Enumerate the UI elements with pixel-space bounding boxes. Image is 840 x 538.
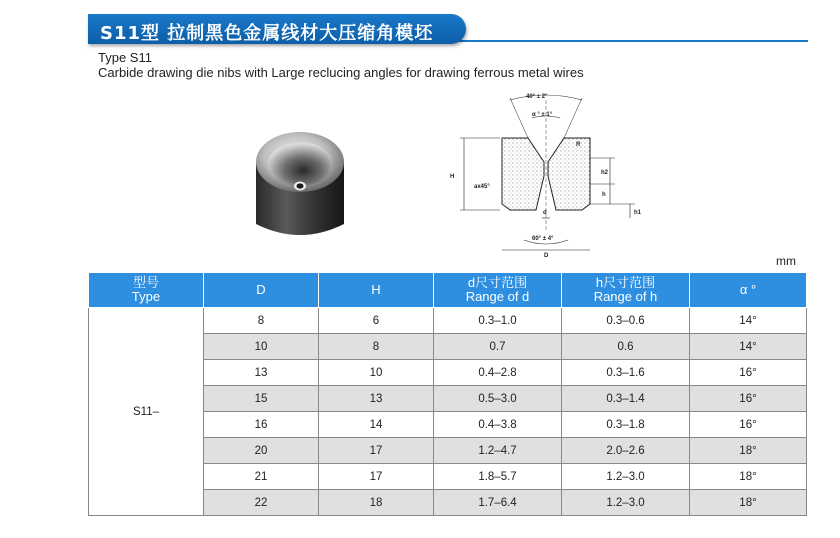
header-d-range: d尺寸范围 Range of d [434, 273, 562, 308]
cell-d-range: 1.8–5.7 [434, 464, 562, 490]
page-title: S11型 拉制黑色金属线材大压缩角模坯 [100, 23, 434, 44]
cell-alpha: 16° [690, 360, 807, 386]
dimension-h1-label: h1 [634, 210, 642, 216]
cell-D: 8 [204, 308, 319, 334]
cell-D: 10 [204, 334, 319, 360]
header-h-range: h尺寸范围 Range of h [562, 273, 690, 308]
cell-alpha: 18° [690, 490, 807, 516]
title-banner [88, 14, 466, 44]
subtitle-description: Carbide drawing die nibs with Large reclucing angles for drawing ferrous metal wires [98, 65, 584, 80]
subtitle-type: Type S11 [98, 50, 152, 65]
cell-D: 15 [204, 386, 319, 412]
cell-d-range: 1.2–4.7 [434, 438, 562, 464]
cell-H: 13 [319, 386, 434, 412]
cell-D: 16 [204, 412, 319, 438]
type-cell: S11– [89, 308, 204, 516]
die-nib-drawing [440, 90, 670, 260]
cell-alpha: 14° [690, 334, 807, 360]
cell-H: 6 [319, 308, 434, 334]
table-header-row [89, 273, 807, 308]
spec-table [88, 272, 807, 516]
dimension-h-label: h [602, 192, 606, 198]
cell-H: 8 [319, 334, 434, 360]
dimension-D-label: D [544, 253, 549, 259]
cell-d-range: 0.7 [434, 334, 562, 360]
cell-h-range: 0.3–0.6 [562, 308, 690, 334]
header-H: H [319, 273, 434, 308]
cell-h-range: 0.3–1.8 [562, 412, 690, 438]
cell-h-range: 1.2–3.0 [562, 490, 690, 516]
header-D: D [204, 273, 319, 308]
cell-d-range: 0.3–1.0 [434, 308, 562, 334]
cell-H: 10 [319, 360, 434, 386]
cell-alpha: 18° [690, 464, 807, 490]
cell-h-range: 1.2–3.0 [562, 464, 690, 490]
cell-alpha: 18° [690, 438, 807, 464]
cell-alpha: 16° [690, 412, 807, 438]
cell-D: 20 [204, 438, 319, 464]
cell-d-range: 0.4–2.8 [434, 360, 562, 386]
cell-d-range: 0.4–3.8 [434, 412, 562, 438]
dimension-h2-label: h2 [601, 170, 609, 176]
header-alpha: α ° [690, 273, 807, 308]
cell-alpha: 16° [690, 386, 807, 412]
cell-D: 22 [204, 490, 319, 516]
dimension-H-label: H [450, 174, 455, 180]
cell-h-range: 0.6 [562, 334, 690, 360]
cell-h-range: 2.0–2.6 [562, 438, 690, 464]
header-type: 型号 Type [89, 273, 204, 308]
cell-H: 17 [319, 438, 434, 464]
angle-inner-label: α ° ± 1° [532, 112, 553, 118]
radius-label: R [576, 142, 581, 148]
cell-d-range: 0.5–3.0 [434, 386, 562, 412]
die-nib-photo [252, 128, 348, 242]
cell-D: 21 [204, 464, 319, 490]
chamfer-label: ax45° [474, 184, 490, 190]
dimension-d-label: d [543, 210, 547, 216]
cell-d-range: 1.7–6.4 [434, 490, 562, 516]
table-row [89, 308, 807, 334]
angle-top-label: 40° ± 2° [526, 94, 548, 100]
angle-bottom-label: 60° ± 4° [532, 236, 554, 242]
cell-H: 18 [319, 490, 434, 516]
unit-label: mm [776, 254, 796, 268]
cell-D: 13 [204, 360, 319, 386]
cell-alpha: 14° [690, 308, 807, 334]
cell-h-range: 0.3–1.6 [562, 360, 690, 386]
cell-h-range: 0.3–1.4 [562, 386, 690, 412]
cell-H: 14 [319, 412, 434, 438]
cell-H: 17 [319, 464, 434, 490]
